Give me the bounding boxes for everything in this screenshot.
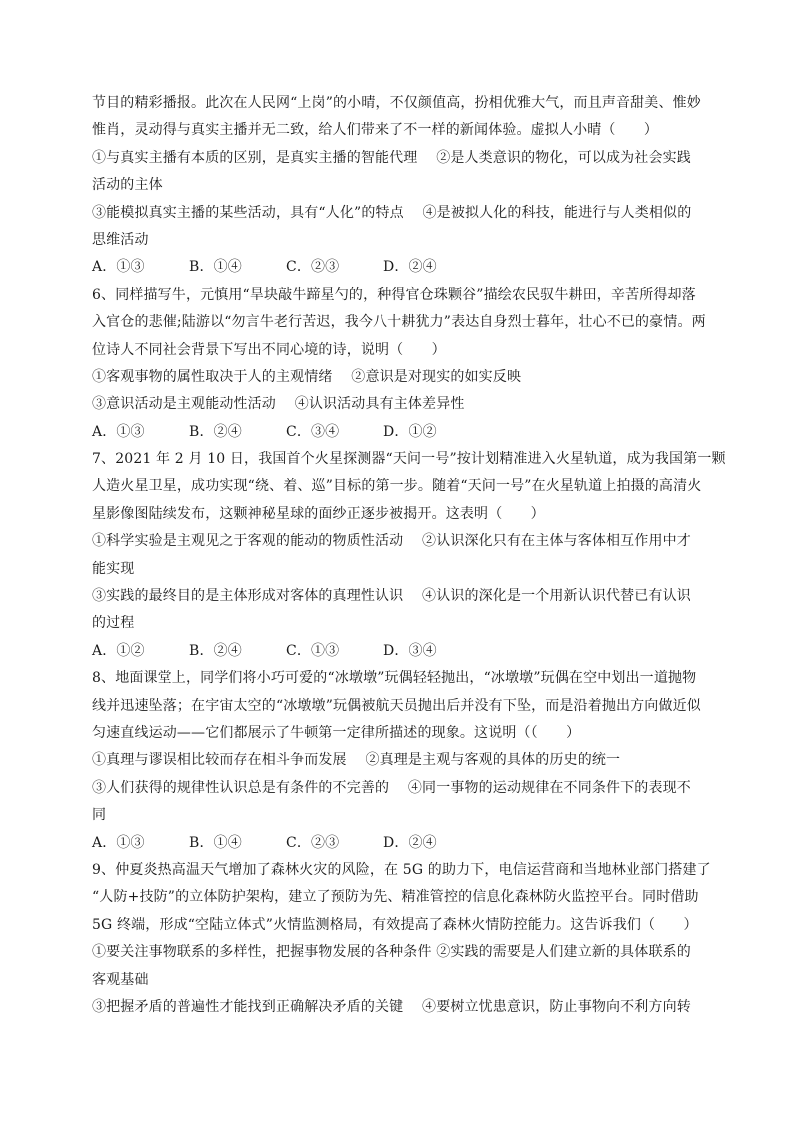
question-text-line: 8、地面课堂上，同学们将小巧可爱的“冰墩墩”玩偶轻轻抛出，“冰墩墩”玩偶在空中划出一道抛物: [92, 670, 697, 687]
statement-line: 的过程: [92, 615, 135, 632]
option-c: C．①③: [286, 642, 340, 659]
statement-line: ③人们获得的规律性认识总是有条件的不完善的 ④同一事物的运动规律在不同条件下的表现不: [92, 779, 691, 796]
statement-line: ①真理与谬误相比较而存在相斗争而发展 ②真理是主观与客观的具体的历史的统一: [92, 752, 621, 769]
question-text-line: 9、仲夏炎热高温天气增加了森林火灾的风险，在 5G 的助力下，电信运营商和当地林业部门搭建了: [92, 861, 711, 878]
statement-line: 活动的主体: [92, 177, 163, 194]
statement-line: ③意识活动是主观能动性活动 ④认识活动具有主体差异性: [92, 396, 465, 413]
option-d: D．②④: [383, 834, 437, 851]
question-text-line: 入官仓的悲催;陆游以“勿言牛老行苦迟，我今八十耕犹力”表达自身烈士暮年，壮心不已的豪情。两: [92, 314, 706, 331]
question-9: [92, 857, 711, 1021]
question-text-line: 节目的精彩播报。此次在人民网“上岗”的小晴，不仅颜值高，扮相优雅大气，而且声音甜美、惟妙: [92, 95, 701, 111]
option-d: D．③④: [383, 642, 437, 659]
statement-line: ①科学实验是主观见之于客观的能动的物质性活动 ②认识深化只有在主体与客体相互作用中才: [92, 533, 691, 550]
option-b: B．②④: [189, 423, 242, 440]
option-c: C．②③: [286, 259, 340, 276]
statement-line: 思维活动: [92, 231, 149, 248]
exam-page: [92, 90, 726, 1021]
option-a: A．①③: [92, 423, 145, 440]
statement-line: ③实践的最终目的是主体形成对客体的真理性认识 ④认识的深化是一个用新认识代替已有认识: [92, 588, 691, 605]
statement-line: ③能模拟真实主播的某些活动，具有“人化”的特点 ④是被拟人化的科技，能进行与人类相似的: [92, 204, 692, 221]
question-8: [92, 665, 708, 857]
answer-options: [92, 830, 708, 857]
question-text-line: “人防+技防”的立体防护架构，建立了预防为先、精准管控的信息化森林防火监控平台。同时借助: [92, 889, 699, 906]
answer-options: [92, 638, 708, 665]
statement-line: 同: [92, 807, 107, 824]
option-a: A．①②: [92, 642, 145, 659]
statement-line: ③把握矛盾的普遍性才能找到正确解决矛盾的关键 ④要树立忧患意识，防止事物向不利方向转: [92, 998, 691, 1015]
statement-line: ①要关注事物联系的多样性，把握事物发展的各种条件 ②实践的需要是人们建立新的具体联系的: [92, 944, 691, 961]
question-text-line: 匀速直线运动——它们都展示了牛顿第一定律所描述的现象。这说明（（ ）: [92, 724, 581, 741]
question-5-continued: [92, 90, 708, 282]
option-d: D．①②: [383, 423, 437, 440]
question-text-line: 人造火星卫星，成功实现“绕、着、巡”目标的第一步。随着“天问一号”在火星轨道上拍摄的高清火: [92, 478, 702, 495]
answer-options: [92, 254, 708, 281]
option-b: B．②④: [189, 642, 242, 659]
question-text-line: 7、2021 年 2 月 10 日，我国首个火星探测器“天问一号”按计划精准进入火星轨道，成为我国第一颗: [92, 451, 726, 468]
question-text-line: 星影像图陆续发布，这颗神秘星球的面纱正逐步被揭开。这表明（ ）: [92, 505, 545, 522]
statement-line: 能实现: [92, 560, 135, 577]
statement-line: ①客观事物的属性取决于人的主观情绪 ②意识是对现实的如实反映: [92, 368, 522, 385]
question-text-line: 位诗人不同社会背景下写出不同心境的诗，说明（ ）: [92, 341, 446, 358]
option-c: C．②③: [286, 834, 340, 851]
option-d: D．②④: [383, 259, 437, 276]
question-text-line: 5G 终端，形成“空陆立体式”火情监测格局，有效提高了森林火情防控能力。这告诉我们（ ）: [92, 916, 698, 933]
option-a: A．①③: [92, 834, 145, 851]
question-text-line: 线并迅速坠落；在宇宙太空的“冰墩墩”玩偶被航天员抛出后并没有下坠，而是沿着抛出方向做近似: [92, 697, 701, 714]
question-text-line: 惟肖，灵动得与真实主播并无二致，给人们带来了不一样的新闻体验。虚拟人小晴（ ）: [92, 122, 658, 139]
option-b: B．①④: [189, 834, 242, 851]
question-7: [92, 446, 726, 665]
option-a: A．①③: [92, 259, 145, 276]
statement-line: 客观基础: [92, 971, 149, 988]
option-b: B．①④: [189, 259, 242, 276]
statement-line: ①与真实主播有本质的区别，是真实主播的智能代理 ②是人类意识的物化，可以成为社会实践: [92, 149, 691, 166]
question-text-line: 6、同样描写牛，元慎用“旱块敲牛蹄星勺的，种得官仓珠颗谷”描绘农民驭牛耕田，辛苦所得却落: [92, 286, 696, 303]
answer-options: [92, 419, 708, 446]
option-c: C．③④: [286, 423, 340, 440]
question-6: [92, 282, 708, 446]
